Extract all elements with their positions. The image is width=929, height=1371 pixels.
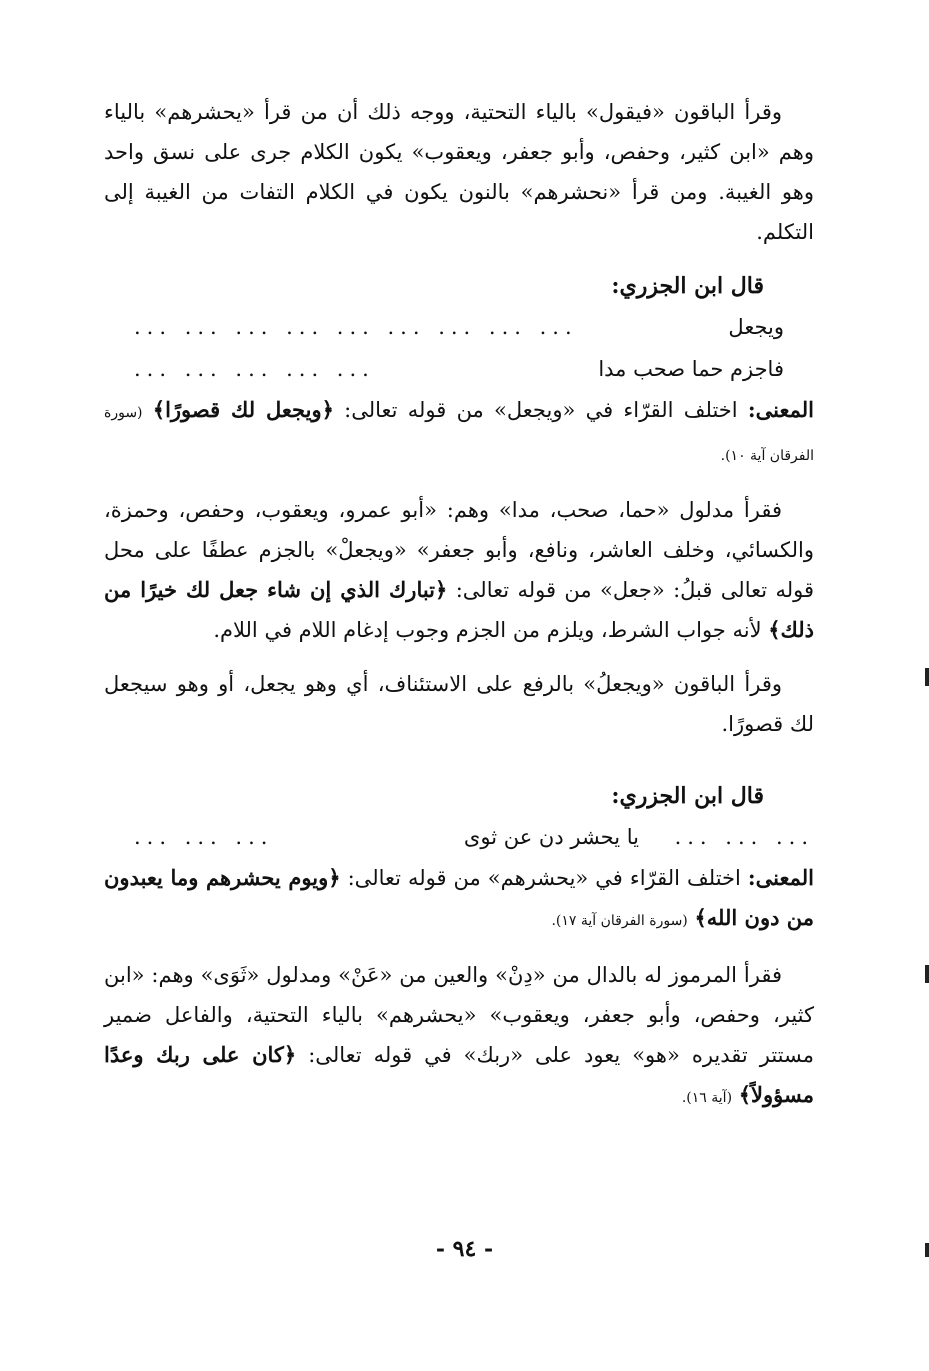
spacer	[104, 758, 814, 776]
meaning-1	[104, 390, 814, 476]
paragraph-4-quran: ﴿كان على ربك وعدًا مسؤولاً﴾	[104, 1042, 814, 1107]
meaning-2-ref: (سورة الفرقان آية ١٧).	[551, 913, 688, 929]
meaning-1-quran: ﴿ويجعل لك قصورًا﴾	[152, 397, 334, 422]
scan-edge-mark-bottom	[925, 1243, 929, 1257]
meaning-2-quran: ﴿ويوم يحشرهم وما يعبدون من دون الله﴾	[104, 865, 814, 930]
paragraph-3: وقرأ الباقون «ويجعلُ» بالرفع على الاستئناف، أي وهو يجعل، أو وهو سيجعل لك قصورًا.	[104, 672, 814, 736]
meaning-2-label: المعنى:	[747, 865, 814, 890]
scan-edge-mark-middle	[925, 965, 929, 983]
verse-1-ellipsis: ... ... ... ... ... ... ... ... ...	[134, 315, 578, 339]
scan-edge-mark-top	[925, 668, 929, 686]
page-body	[104, 92, 814, 1132]
verse-2-ellipsis: ... ... ... ... ...	[134, 357, 375, 381]
verse-3-text: يا يحشر دن عن ثوى	[463, 825, 639, 849]
verse-2-right-text: فاجزم حما صحب مدا	[598, 357, 784, 381]
verse-3-ellipsis: ... ... ...	[674, 825, 814, 849]
paragraph-4-part-1: فقرأ المرموز له بالدال من «دِنْ» والعين من «عَنْ» ومدلول «ثَوَى» وهم: «ابن كثير، وحفص، وأبو جعفر، ويعقوب» «يحشرهم» بالياء التحتية، والفاعل ضمير مستتر تقديره «هو» يعود على «ربك» في قوله تعالى:	[104, 963, 814, 1067]
verse-line-3	[104, 816, 814, 858]
paragraph-4-ref: (آية ١٦).	[681, 1090, 733, 1106]
verse-3-far-ellipsis: ... ... ...	[134, 825, 274, 849]
paragraph-2	[104, 490, 814, 650]
paragraph-2-part-1: فقرأ مدلول «حما، صحب، مدا» وهم: «أبو عمرو، ويعقوب، وحفص، وحمزة، والكسائي، وخلف العاشر، ونافع، وأبو جعفر» «ويجعلْ» بالجزم عطفًا على محل قوله تعالى قبلُ: «جعل» من قوله تعالى:	[104, 498, 814, 602]
meaning-1-text: اختلف القرّاء في «ويجعل» من قوله تعالى:	[344, 398, 738, 422]
meaning-1-label: المعنى:	[747, 397, 814, 422]
section-1-heading: قال ابن الجزري:	[611, 273, 764, 299]
verse-1-right-text: ويجعل	[728, 315, 784, 339]
page-number: - ٩٤ -	[435, 1236, 494, 1262]
paragraph-1: وقرأ الباقون «فيقول» بالياء التحتية، ووجه ذلك أن من قرأ «يحشرهم» بالياء وهم «ابن كثير، وحفص، وأبو جعفر، ويعقوب» يكون الكلام جرى على نسق واحد وهو الغيبة. ومن قرأ «نحشرهم» بالنون يكون في الكلام التفات من الغيبة إلى التكلم.	[104, 100, 814, 244]
meaning-1-ref: (سورة الفرقان آية ١٠).	[104, 405, 814, 464]
verse-line-1	[104, 306, 814, 348]
meaning-2-text: اختلف القرّاء في «يحشرهم» من قوله تعالى:	[347, 866, 741, 890]
paragraph-4	[104, 955, 814, 1118]
verse-line-2	[104, 348, 814, 390]
paragraph-2-quran: ﴿تبارك الذي إن شاء جعل لك خيرًا من ذلك﴾	[104, 577, 814, 642]
section-2-heading: قال ابن الجزري:	[611, 783, 764, 809]
meaning-2	[104, 858, 814, 941]
paragraph-2-part-2: لأنه جواب الشرط، ويلزم من الجزم وجوب إدغام اللام في اللام.	[213, 618, 762, 642]
